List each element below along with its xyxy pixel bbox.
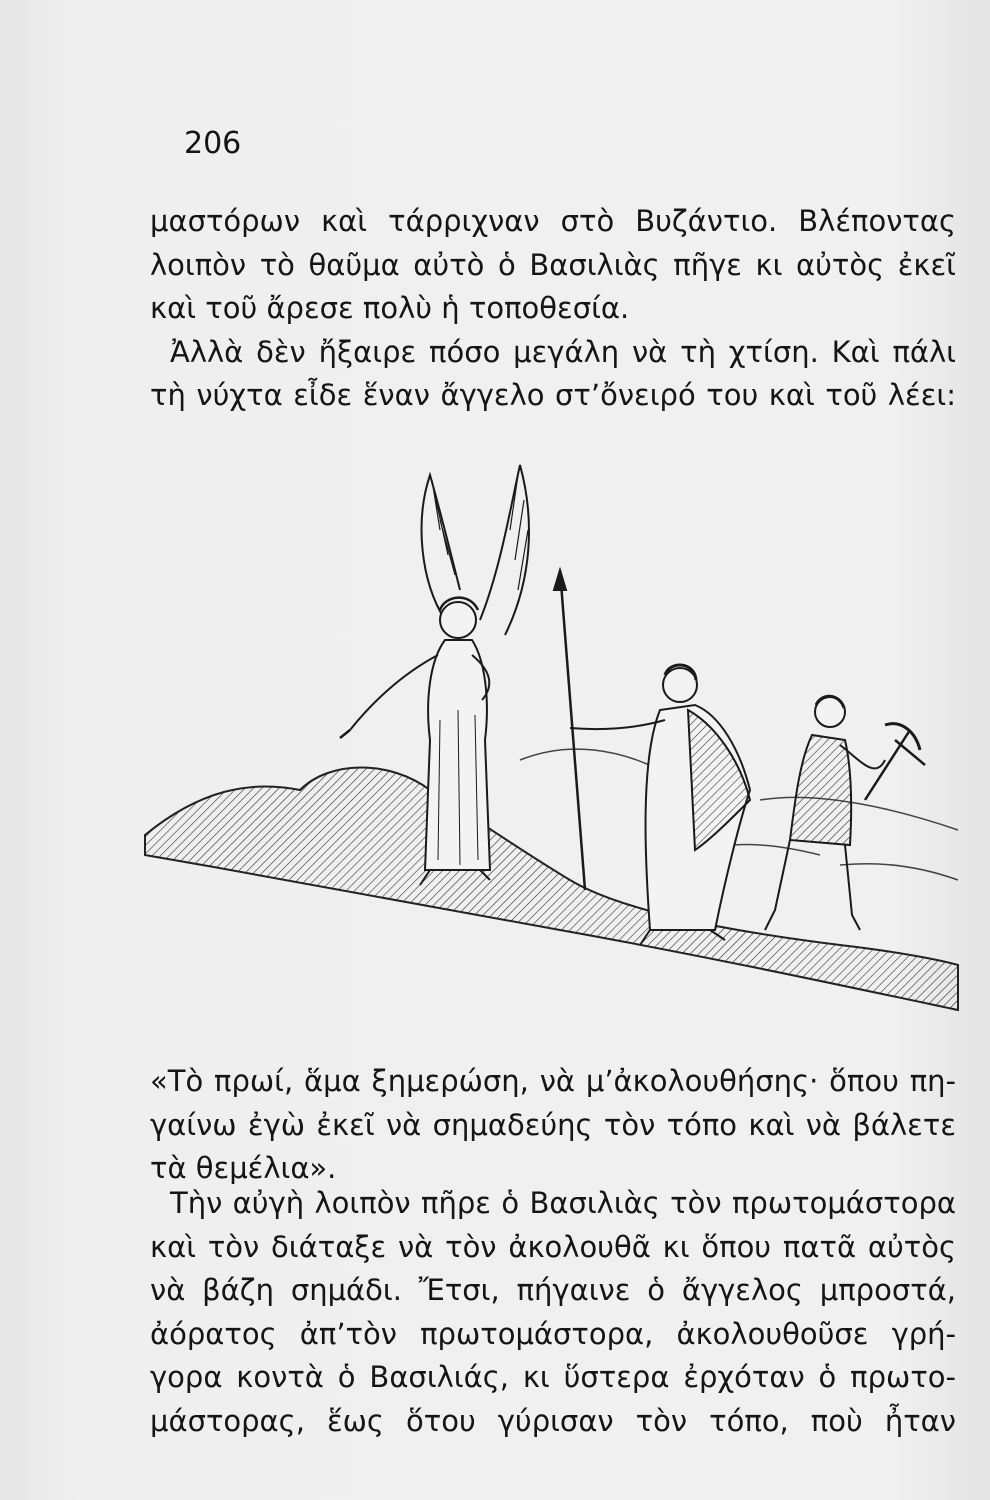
illustration (140, 460, 960, 1030)
caption-quote (150, 1060, 956, 1191)
text-line: καὶ τὸν διάταξε νὰ τὸν ἀκολουθᾶ κι ὅπου πατᾶ αὐτὸς (150, 1229, 956, 1264)
text-paragraph-top (150, 200, 956, 418)
text-line: καὶ τοῦ ἄρεσε πολὺ ἡ τοποθεσία. (150, 291, 630, 325)
text-line: λοιπὸν τὸ θαῦμα αὐτὸ ὁ Βασιλιὰς πῆγε κι αὐτὸς ἐκεῖ (150, 247, 956, 282)
text-line: ἀόρατος ἀπ’τὸν πρωτομάστορα, ἀκολουθοῦσε γρή- (150, 1316, 956, 1351)
text-line: μαστόρων καὶ τάρριχναν στὸ Βυζάντιο. Βλέποντας (150, 204, 956, 238)
text-line: μάστορας, ἕως ὅτου γύρισαν τὸν τόπο, ποὺ ἦταν (150, 1403, 956, 1438)
text-line: Τὴν αὐγὴ λοιπὸν πῆρε ὁ Βασιλιὰς τὸν πρωτομάστορα (170, 1186, 956, 1220)
text-line: γορα κοντὰ ὁ Βασιλιάς, κι ὕστερα ἐρχόταν ὁ πρωτο- (150, 1360, 956, 1394)
page-number: 206 (184, 126, 242, 161)
text-line: τὰ θεμέλια». (150, 1151, 337, 1185)
text-line: γαίνω ἐγὼ ἐκεῖ νὰ σημαδεύης τὸν τόπο καὶ νὰ βάλετε (150, 1107, 956, 1142)
text-line: τὴ νύχτα εἶδε ἕναν ἄγγελο στ’ὄνειρό του καὶ τοῦ λέει: (150, 378, 956, 412)
text-line: «Τὸ πρωί, ἅμα ξημερώση, νὰ μ’ἀκολουθήσης· ὅπου πη- (150, 1064, 956, 1098)
text-paragraph-bottom (150, 1182, 956, 1443)
text-line: νὰ βάζη σημάδι. Ἔτσι, πήγαινε ὁ ἄγγελος μπροστά, (150, 1273, 956, 1307)
text-line: Ἀλλὰ δὲν ἤξαιρε πόσο μεγάλη νὰ τὴ χτίση. Καὶ πάλι (170, 334, 956, 369)
